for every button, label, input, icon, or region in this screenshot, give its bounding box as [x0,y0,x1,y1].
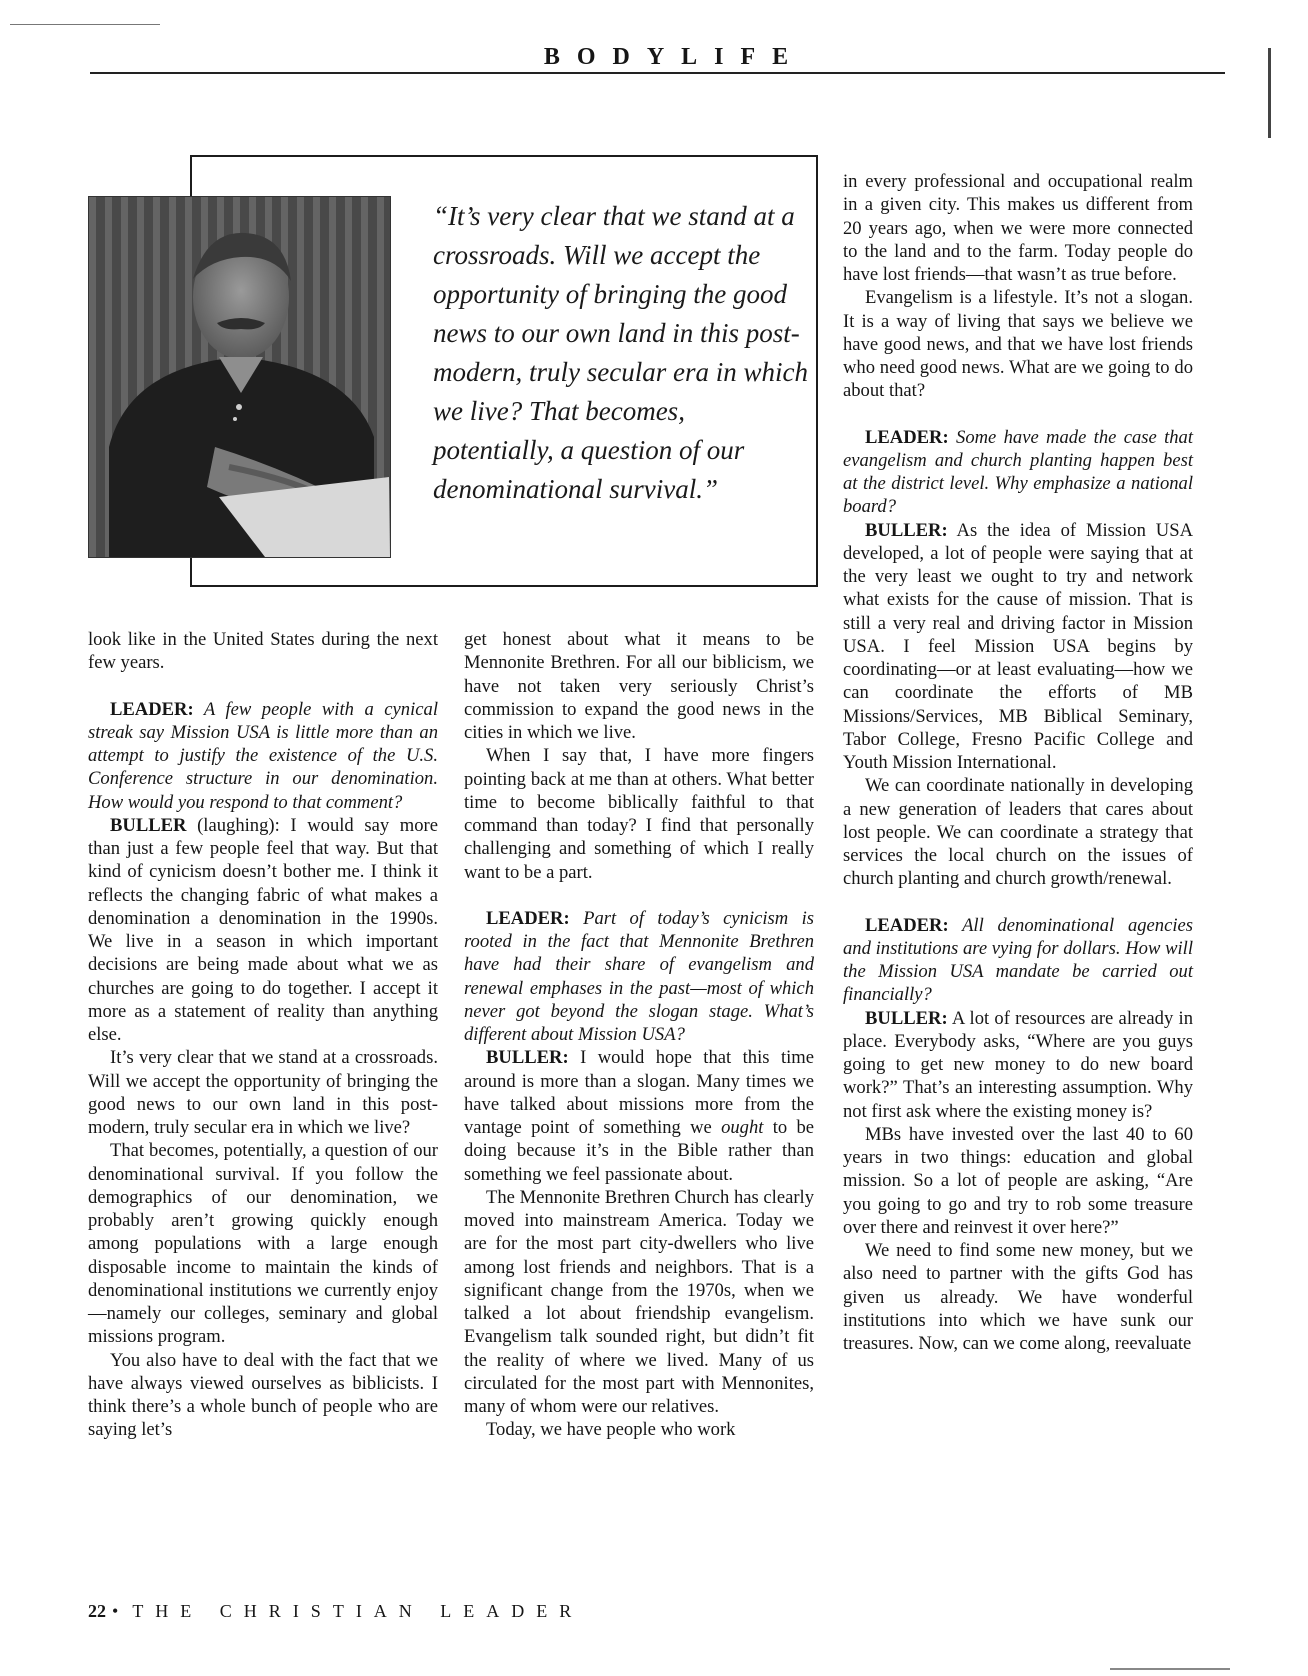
paragraph: Evangelism is a lifestyle. It’s not a slogan. It is a way of living that says we believe we have good news, and that we have lost friends who need good news. What are we going to do about that? [843,287,1193,402]
article-column-2 [464,628,814,1442]
portrait-photo [88,196,391,558]
paragraph: look like in the United States during the next few years. [88,629,438,674]
answer-text: I would hope that this time around is more than a slogan. Many times we have talked about missions more from the vantage point of something we [464,1047,814,1138]
speaker-label: LEADER: [865,914,949,936]
answer-text: As the idea of Mission USA developed, a lot of people were saying that at the very least we ought to try and network what exists for the cause of mission. That is still a very real and driving factor in Mission USA. I feel Mission USA begins by coordinating—or at least evaluating—how we can coordinate the efforts of MB Missions/Services, MB Biblical Seminary, Tabor College, Fresno Pacific College and Youth Mission International. [843,519,1193,773]
paragraph: It’s very clear that we stand at a crossroads. Will we accept the opportunity of bringing the good news to our own land in this post-modern, truly secular era in which we live? [88,1047,438,1138]
answer-text: to be doing because it’s in the Bible rather than something we feel passionate about. [464,1117,815,1185]
top-edge-rule [10,24,160,25]
speaker-label: BULLER: [865,1007,948,1029]
paragraph: The Mennonite Brethren Church has clearly moved into mainstream America. Today we are for the most part city-dwellers who live among lost friends and neighbors. That is a significant change from the 1970s, when we talked a lot about friendship evangelism. Evangelism talk sounded right, but didn’t fit the reality of where we lived. Many of us circulated for the most part with Mennonites, many of whom were our relatives. [464,1186,814,1417]
page-number: 22 [88,1601,106,1621]
paragraph: get honest about what it means to be Mennonite Brethren. For all our biblicism, we have not taken very seriously Christ’s commission to expand the good news in the cities in which we live. [464,629,814,743]
question-text: Part of today’s cynicism is rooted in the fact that Mennonite Brethren have had their share of evangelism and renewal emphases in the past—most of which never got beyond the slogan stage. What’s different about Mission USA? [464,907,814,1045]
answer-text: (laughing): I would say more than just a few people feel that way. But that kind of cynicism doesn’t bother me. I think it reflects the changing fabric of what makes a denomination a denomination in the 1990s. We live in a season in which important decisions are being made about what we as churches are going to do together. I accept it more as a statement of reality than anything else. [88,814,438,1045]
paragraph: When I say that, I have more fingers pointing back at me than at others. What better time to become biblically faithful to that command than today? I find that personally challenging and something of which I really want to be a part. [464,745,814,883]
publication-name: THE CHRISTIAN LEADER [132,1601,584,1621]
paragraph: MBs have invested over the last 40 to 60 years in two things: education and global mission. So a lot of people are asking, “Are you going to go and try to rob some treasure over there and reinvest it over here?” [843,1123,1193,1238]
speaker-label: BULLER: [865,519,948,541]
paragraph: You also have to deal with the fact that we have always viewed ourselves as biblicists. I think there’s a whole bunch of people who are saying let’s [88,1349,438,1441]
interview-question [843,426,1193,519]
paragraph: in every professional and occupational realm in a given city. This makes us different from 20 years ago, when we were more connected to the land and to the farm. Today people do have lost friends—that wasn’t as true before. [843,171,1193,285]
article-column-3 [843,170,1193,1355]
question-text: A few people with a cynical streak say Mission USA is little more than an attempt to justify the existence of the U.S. Conference structure in our denomination. How would you respond to that comment? [88,698,438,813]
speaker-label: BULLER [110,814,187,836]
interview-answer [464,1046,814,1186]
portrait-photo-image [89,197,390,557]
paragraph: Today, we have people who work [486,1419,736,1441]
interview-question [88,698,438,814]
interview-answer [843,1007,1193,1123]
footer-separator: • [112,1601,119,1621]
pull-quote-text: “It’s very clear that we stand at a crossroads. Will we accept the opportunity of bringing the good news to our own land in this post-modern, truly secular era in which we live? That becomes, potentially, a question of our denominational survival.” [433,201,808,504]
running-head: BODYLIFE [543,44,806,70]
speaker-label: LEADER: [110,698,194,720]
header-rule [90,72,1225,74]
emphasis-text: ought [721,1117,764,1138]
interview-question [464,907,814,1047]
paragraph: That becomes, potentially, a question of our denominational survival. If you follow the demographics of our denomination, we probably aren’t growing quickly enough among populations with a large enough disposable income to maintain the kinds of denominational institutions we currently enjoy—namely our colleges, seminary and global missions program. [88,1140,438,1348]
answer-text: A lot of resources are already in place. Everybody asks, “Where are you guys going to get new money to do new board work?” That’s an interesting assumption. Why not first ask where the existing money is? [843,1007,1193,1122]
question-text: All denominational agencies and institutions are vying for dollars. How will the Mission USA mandate be carried out financially? [843,914,1193,1006]
speaker-label: BULLER: [486,1047,569,1069]
speaker-label: LEADER: [865,426,949,448]
paragraph: We can coordinate nationally in developing a new generation of leaders that cares about lost people. We can coordinate a strategy that services the local church on the issues of church planting and church growth/renewal. [843,775,1193,890]
paragraph: We need to find some new money, but we also need to partner with the gifts God has given us already. We have wonderful institutions into which we have sunk our treasures. Now, can we come along, reevaluate [843,1240,1193,1354]
footer-edge-rule [1110,1668,1230,1670]
scan-edge-mark [1268,48,1271,138]
article-column-1 [88,628,438,1442]
speaker-label: LEADER: [486,907,570,929]
interview-answer [88,814,438,1047]
interview-question [843,914,1193,1007]
question-text: Some have made the case that evangelism and church planting happen best at the district level. Why emphasize a national board? [843,426,1193,518]
interview-answer [843,519,1193,775]
page-footer [88,1601,583,1622]
